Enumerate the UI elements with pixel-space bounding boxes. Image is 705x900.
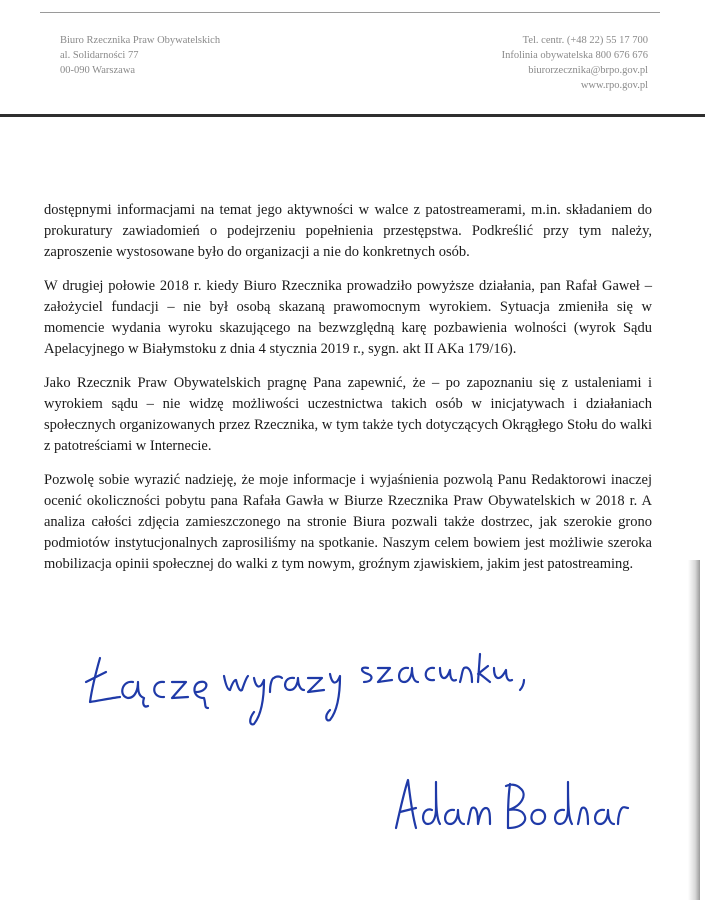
page-edge-shadow (688, 560, 700, 900)
paragraph: W drugiej połowie 2018 r. kiedy Biuro Rzecznika prowadziło powyższe działania, pan Rafał Gaweł – założyciel fundacji – nie był osobą skazaną prawomocnym wyrokiem. Sytuacja zmieniła się w momencie wydania wyroku skazującego na bezwzględną karę pozbawienia wolności (wyrok Sądu Apelacyjnego w Białymstoku z dnia 4 stycznia 2019 r., sygn. akt II AKa 179/16). (44, 278, 652, 357)
letterhead-org-name: Biuro Rzecznika Praw Obywatelskich (60, 35, 221, 46)
letterhead-contact (502, 33, 648, 93)
letter-body (44, 200, 652, 588)
header-divider (0, 114, 705, 117)
letterhead-email: biurorzecznika@brpo.gov.pl (528, 65, 648, 76)
letterhead-address (60, 33, 220, 78)
paragraph: Pozwolę sobie wyrazić nadzieję, że moje informacje i wyjaśnienia pozwolą Panu Redaktorowi inaczej ocenić okoliczności pobytu pana Rafała Gawła w Biurze Rzecznika Praw Obywatelskich w 2018 r. A analiza całości zdjęcia zamieszczonego na stronie Biura pozwali także dostrzec, jak szerokie grono podmiotów instytucjonalnych zaprosiliśmy na spotkanie. Naszym celem bowiem jest możliwie szeroka mobilizacja opinii społecznej do walki z tym nowym, groźnym zjawiskiem, jakim jest patostreaming. (44, 472, 652, 572)
letterhead-website: www.rpo.gov.pl (580, 80, 648, 91)
letterhead-street: al. Solidarności 77 (60, 50, 139, 61)
handwritten-greeting (78, 640, 538, 730)
letterhead-phone: Tel. centr. (+48 22) 55 17 700 (522, 35, 648, 46)
top-divider (40, 12, 660, 13)
paragraph: Jako Rzecznik Praw Obywatelskich pragnę Pana zapewnić, że – po zapoznaniu się z ustaleniami i wyrokiem sądu – nie widzę możliwości uczestnictwa takich osób w inicjatywach i działaniach społecznych organizowanych przez Rzecznika, w tym także tych dotyczących Okrągłego Stołu do walki z patotreściami w Internecie. (44, 375, 652, 454)
paragraph: dostępnymi informacjami na temat jego aktywności w walce z patostreamerami, m.in. składaniem do prokuratury zawiadomień o podejrzeniu popełnienia przestępstwa. Podkreślić przy tym należy, zaproszenie wystosowane było do organizacji a nie do konkretnych osób. (44, 202, 652, 260)
handwritten-signature (390, 770, 630, 840)
letterhead-hotline: Infolinia obywatelska 800 676 676 (501, 50, 648, 61)
letterhead-city: 00-090 Warszawa (60, 65, 136, 76)
